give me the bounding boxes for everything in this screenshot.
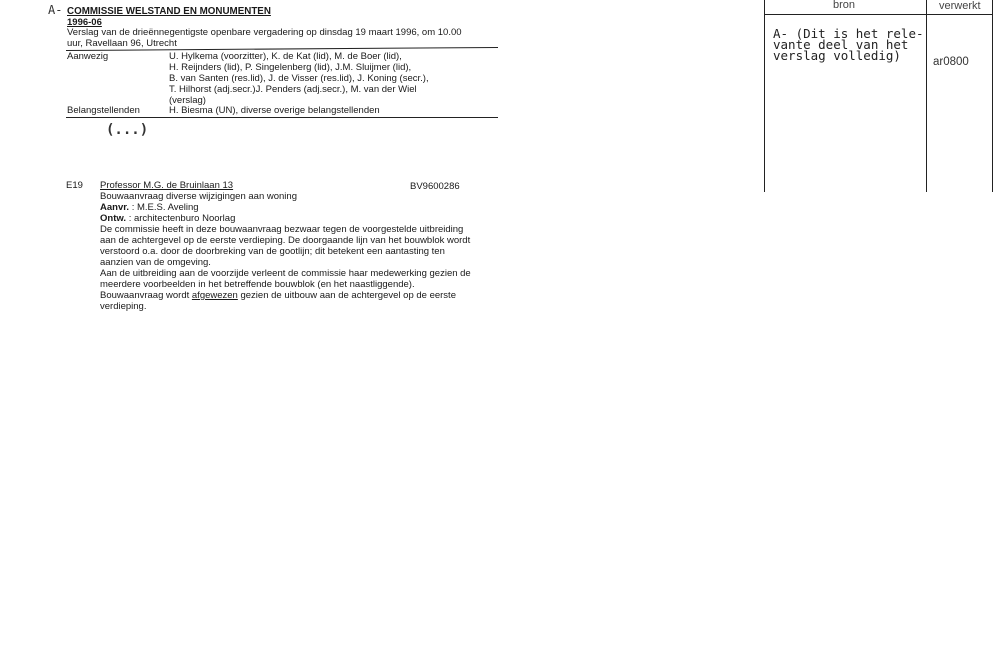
designer-label: Ontw.	[100, 213, 127, 224]
item-subject: Bouwaanvraag diverse wijzigingen aan woning	[100, 191, 297, 202]
margin-mark: A-	[48, 3, 63, 17]
side-table-border-right	[992, 0, 993, 192]
item-address: Professor M.G. de Bruinlaan 13	[100, 180, 234, 191]
side-note-line: A- (Dit is het rele-	[773, 26, 924, 41]
item-code: E19	[66, 180, 83, 191]
col-processed-header: verwerkt	[939, 0, 981, 12]
designer-value: : architectenburo Noorlag	[128, 213, 236, 224]
body-line: De commissie heeft in deze bouwaanvraag bezwaar tegen de voorgestelde uitbreiding	[100, 224, 464, 235]
body-line: aanzien van de omgeving.	[100, 257, 211, 268]
stakeholders-label: Belangstellenden	[67, 105, 140, 116]
divider-line	[66, 117, 498, 118]
applicant-value: : M.E.S. Aveling	[131, 202, 199, 213]
side-note	[773, 28, 924, 61]
present-line: B. van Santen (res.lid), J. de Visser (res.lid), J. Koning (secr.),	[169, 73, 429, 84]
document-number: 1996-06	[67, 17, 102, 28]
body-line: aan de achtergevel op de eerste verdieping. De doorgaande lijn van het bouwblok wordt	[100, 235, 471, 246]
decision-word: afgewezen	[191, 290, 238, 301]
side-table-rule	[765, 14, 993, 15]
col-source-header: bron	[833, 0, 856, 11]
body-line: meerdere voorbeelden in het betreffende bouwblok (en het naastliggende).	[100, 279, 415, 290]
side-note-line: vante deel van het	[773, 37, 909, 52]
applicant-label: Aanvr.	[100, 202, 130, 213]
decision-line	[100, 290, 471, 301]
body-line: Aan de uitbreiding aan de voorzijde verleent de commissie haar medewerking gezien de	[100, 268, 471, 279]
document-heading: COMMISSIE WELSTAND EN MONUMENTEN	[67, 6, 271, 17]
item-reference: BV9600286	[410, 181, 460, 192]
item-details	[100, 191, 297, 224]
side-table-divider	[926, 0, 927, 192]
decision-prefix: Bouwaanvraag wordt	[100, 290, 190, 301]
ellipsis-mark: (...)	[106, 122, 149, 138]
decision-suffix: gezien de uitbouw aan de achtergevel op de eerste	[240, 290, 456, 301]
present-line: T. Hilhorst (adj.secr.)J. Penders (adj.secr.), M. van der Wiel	[169, 84, 417, 95]
item-body	[100, 224, 471, 312]
present-line: U. Hylkema (voorzitter), K. de Kat (lid), M. de Boer (lid),	[169, 51, 402, 62]
intro-line: Verslag van de drieënnegentigste openbare vergadering op dinsdag 19 maart 1996, om 10.00	[67, 27, 462, 38]
present-label: Aanwezig	[67, 51, 109, 62]
side-table-border-left	[764, 0, 765, 192]
present-line: (verslag)	[169, 95, 206, 106]
intro-line: uur, Ravellaan 96, Utrecht	[67, 38, 177, 49]
decision-last: verdieping.	[100, 301, 147, 312]
present-list	[169, 51, 429, 106]
stakeholders-value: H. Biesma (UN), diverse overige belangstellenden	[169, 105, 380, 116]
body-line: verstoord o.a. door de doorbreking van de gootlijn; dit betekent een aantasting ten	[100, 246, 445, 257]
intro-text	[67, 27, 462, 49]
item-designer	[100, 213, 297, 224]
item-applicant	[100, 202, 297, 213]
side-code: ar0800	[933, 56, 969, 68]
present-line: H. Reijnders (lid), P. Singelenberg (lid), J.M. Sluijmer (lid),	[169, 62, 412, 73]
side-note-line: verslag volledig)	[773, 48, 901, 63]
